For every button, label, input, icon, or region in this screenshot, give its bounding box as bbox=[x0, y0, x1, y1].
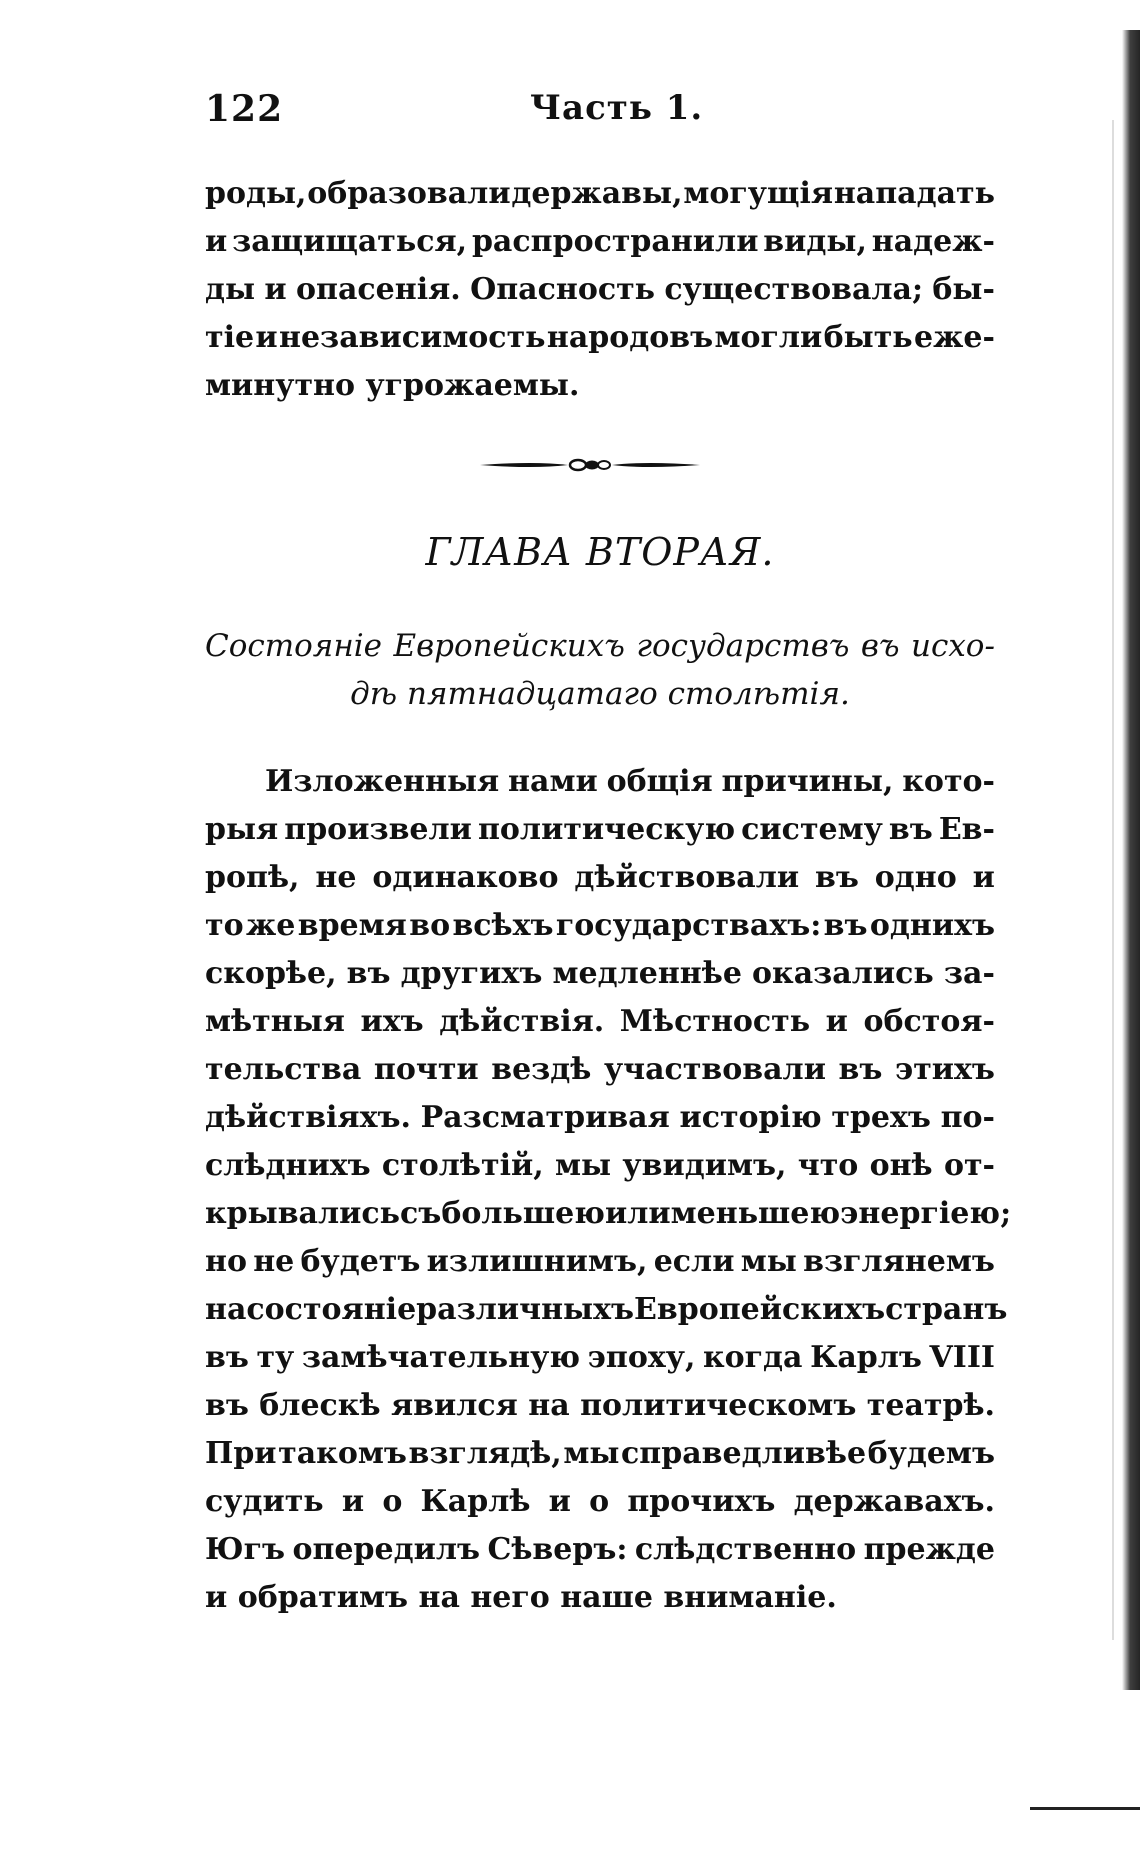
text-line: мѣтныя ихъ дѣйствія. Мѣстность и обстоя- bbox=[205, 1004, 995, 1039]
binding-edge-line bbox=[1112, 120, 1114, 1640]
text-line: При такомъ взглядѣ, мы справедливѣе будемъ bbox=[205, 1436, 995, 1471]
text-line: роды, образовали державы, могущія нападать bbox=[205, 176, 995, 211]
subtitle-line: Состояніе Европейскихъ государствъ въ исхо- bbox=[205, 628, 995, 664]
text-line: тельства почти вездѣ участвовали въ этихъ bbox=[205, 1052, 995, 1087]
text-line: минутно угрожаемы. bbox=[205, 368, 580, 403]
text-line: дѣйствіяхъ. Разсматривая исторію трехъ по- bbox=[205, 1100, 995, 1135]
page-number: 122 bbox=[205, 88, 284, 130]
text-line: слѣднихъ столѣтій, мы увидимъ, что онѣ от- bbox=[205, 1148, 995, 1183]
text-line: Югъ опередилъ Сѣверъ: слѣдственно прежде bbox=[205, 1532, 995, 1567]
text-line: и обратимъ на него наше вниманіе. bbox=[205, 1580, 837, 1615]
running-head bbox=[205, 88, 995, 138]
text-line: въ ту замѣчательную эпоху, когда Карлъ VIII bbox=[205, 1340, 995, 1375]
chapter-subtitle bbox=[205, 622, 995, 718]
text-line: Изложенныя нами общія причины, кото- bbox=[265, 764, 995, 799]
ornament-divider-icon bbox=[480, 455, 700, 475]
chapter-title: ГЛАВА ВТОРАЯ. bbox=[425, 530, 775, 574]
text-line: судить и о Карлѣ и о прочихъ державахъ. bbox=[205, 1484, 995, 1519]
running-title: Часть 1. bbox=[530, 88, 704, 128]
text-line: и защищаться, распространили виды, надеж- bbox=[205, 224, 995, 259]
text-line: ропѣ, не одинаково дѣйствовали въ одно и bbox=[205, 860, 995, 895]
subtitle-line: дѣ пятнадцатаго столѣтія. bbox=[350, 676, 850, 712]
text-line: тіе и независимость народовъ могли быть еже- bbox=[205, 320, 995, 355]
text-line: въ блескѣ явился на политическомъ театрѣ. bbox=[205, 1388, 995, 1423]
text-line: ды и опасенія. Опасность существовала; бы- bbox=[205, 272, 995, 307]
text-line: скорѣе, въ другихъ медленнѣе оказались за- bbox=[205, 956, 995, 991]
text-line: рыя произвели политическую систему въ Ев- bbox=[205, 812, 995, 847]
main-paragraph bbox=[205, 758, 1012, 1622]
text-line: но не будетъ излишнимъ, если мы взглянемъ bbox=[205, 1244, 995, 1279]
page-corner-rule bbox=[1030, 1807, 1140, 1810]
text-line: то же время во всѣхъ государствахъ: въ однихъ bbox=[205, 908, 995, 943]
top-paragraph bbox=[205, 170, 995, 410]
binding-shadow bbox=[1122, 30, 1140, 1690]
text-line: крывались съ большею или меньшею энергіею; bbox=[205, 1196, 1012, 1231]
text-line: на состояніе различныхъ Европейскихъ странъ bbox=[205, 1292, 1008, 1327]
